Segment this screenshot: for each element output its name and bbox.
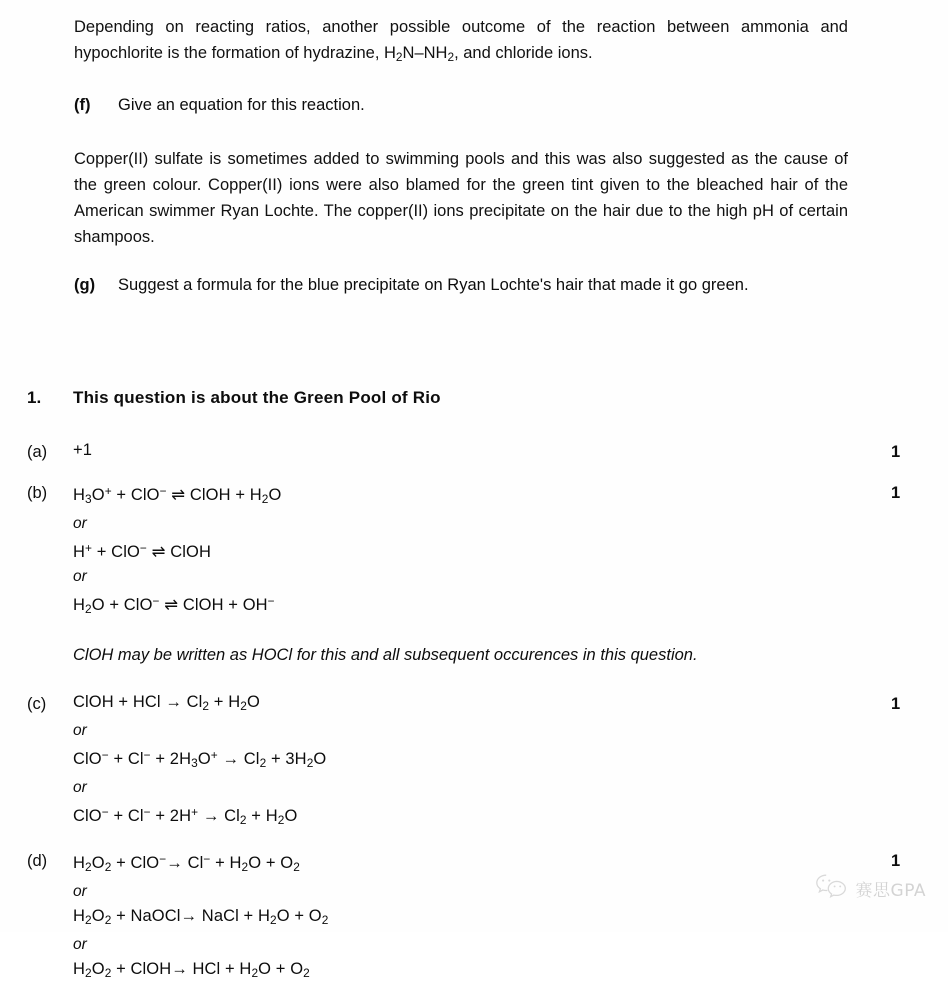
note-text: ClOH may be written as HOCl for this and all subsequent occurences in this question.: [73, 645, 698, 664]
equation-line: $H_2O + ClO^-$ ⇌ ClOH + OH−: [73, 593, 275, 616]
intro-text-mid: N–NH: [402, 44, 448, 62]
or-separator: or: [73, 567, 87, 585]
answer-label: (d): [27, 851, 48, 870]
question-number: 1.: [27, 388, 42, 407]
equation-line: $ClO^- + Cl^- + 2H_3O^+ \to Cl_2 + 3H_2O$: [73, 747, 327, 770]
equation-line: H+ + ClO− ⇌ ClOH: [73, 540, 211, 561]
answer-label: (b): [27, 484, 48, 502]
mark-value: 1: [891, 694, 901, 713]
mark-scheme-row: [27, 479, 921, 622]
mark-scheme-row: [27, 690, 921, 833]
mark-value: 1: [891, 851, 901, 870]
intro-sub-1: 2: [395, 49, 403, 64]
or-separator: or: [73, 721, 87, 739]
question-letter-f: (f): [74, 95, 91, 114]
or-separator: or: [73, 882, 87, 900]
answer-body: [73, 438, 891, 463]
mark-scheme-row: [27, 438, 921, 465]
mark-scheme-row: [27, 847, 921, 986]
answer-label: (a): [27, 443, 48, 461]
mark-value: 1: [891, 484, 901, 502]
or-separator: or: [73, 514, 87, 532]
note-indent: [27, 642, 73, 668]
question-letter-g: (g): [74, 275, 96, 294]
mark-value: 1: [891, 443, 901, 461]
mark-scheme-note: [27, 642, 921, 668]
context-paragraph: Copper(II) sulfate is sometimes added to swimming pools and this was also suggested as the cause of the green colour. Copper(II) ions were also blamed for the green tint given to the bleached hair of the American swimmer Ryan Lochte. The copper(II) ions precipitate on the hair due to the high pH of certain shampoos.: [74, 149, 848, 246]
question-text-f: Give an equation for this reaction.: [118, 95, 365, 114]
watermark: [815, 873, 926, 904]
equation-line: $H_3O^+ + ClO^-$ ⇌ ClOH + $H_2O$: [73, 484, 282, 506]
answer-body: [73, 847, 891, 986]
mark-scheme-heading: [27, 388, 921, 408]
or-separator: or: [73, 778, 87, 796]
question-item-f: [74, 92, 848, 118]
mark-scheme-rows: [27, 438, 921, 986]
answer-body: [73, 690, 891, 833]
equation-line: $H_2O_2$ + ClOH→ HCl + $H_2O + O_2$: [73, 959, 310, 980]
intro-text-before: Depending on reacting ratios, another possible outcome of the reaction between ammonia and hypochlorite is the formation of hydrazine, H: [74, 18, 848, 62]
equation-line: +1: [73, 441, 93, 459]
equation-line: $H_2O_2 + ClO^-\to Cl^- + H_2O + O_2$: [73, 851, 300, 874]
equation-line: $H_2O_2$ + NaOCl→ NaCl + $H_2O + O_2$: [73, 906, 329, 927]
question-item-g: [74, 272, 848, 298]
intro-paragraph: [74, 14, 848, 70]
answer-body: [73, 479, 891, 622]
equation-line: ClOH + HCl → $Cl_2 + H_2O$: [73, 692, 260, 713]
equation-line: $ClO^- + Cl^- + 2H^+ \to Cl_2 + H_2O$: [73, 804, 298, 827]
intro-text-after: , and chloride ions.: [454, 44, 593, 62]
watermark-text: 赛思GPA: [855, 881, 926, 901]
page-title: This question is about the Green Pool of Rio: [73, 388, 441, 407]
mark-scheme-section: [27, 388, 921, 1000]
question-text-g: Suggest a formula for the blue precipitate on Ryan Lochte's hair that made it go green.: [118, 275, 749, 294]
or-separator: or: [73, 935, 87, 953]
wechat-icon: [815, 873, 849, 904]
intro-sub-2: 2: [447, 49, 455, 64]
answer-label: (c): [27, 694, 47, 713]
question-section: [74, 14, 848, 298]
